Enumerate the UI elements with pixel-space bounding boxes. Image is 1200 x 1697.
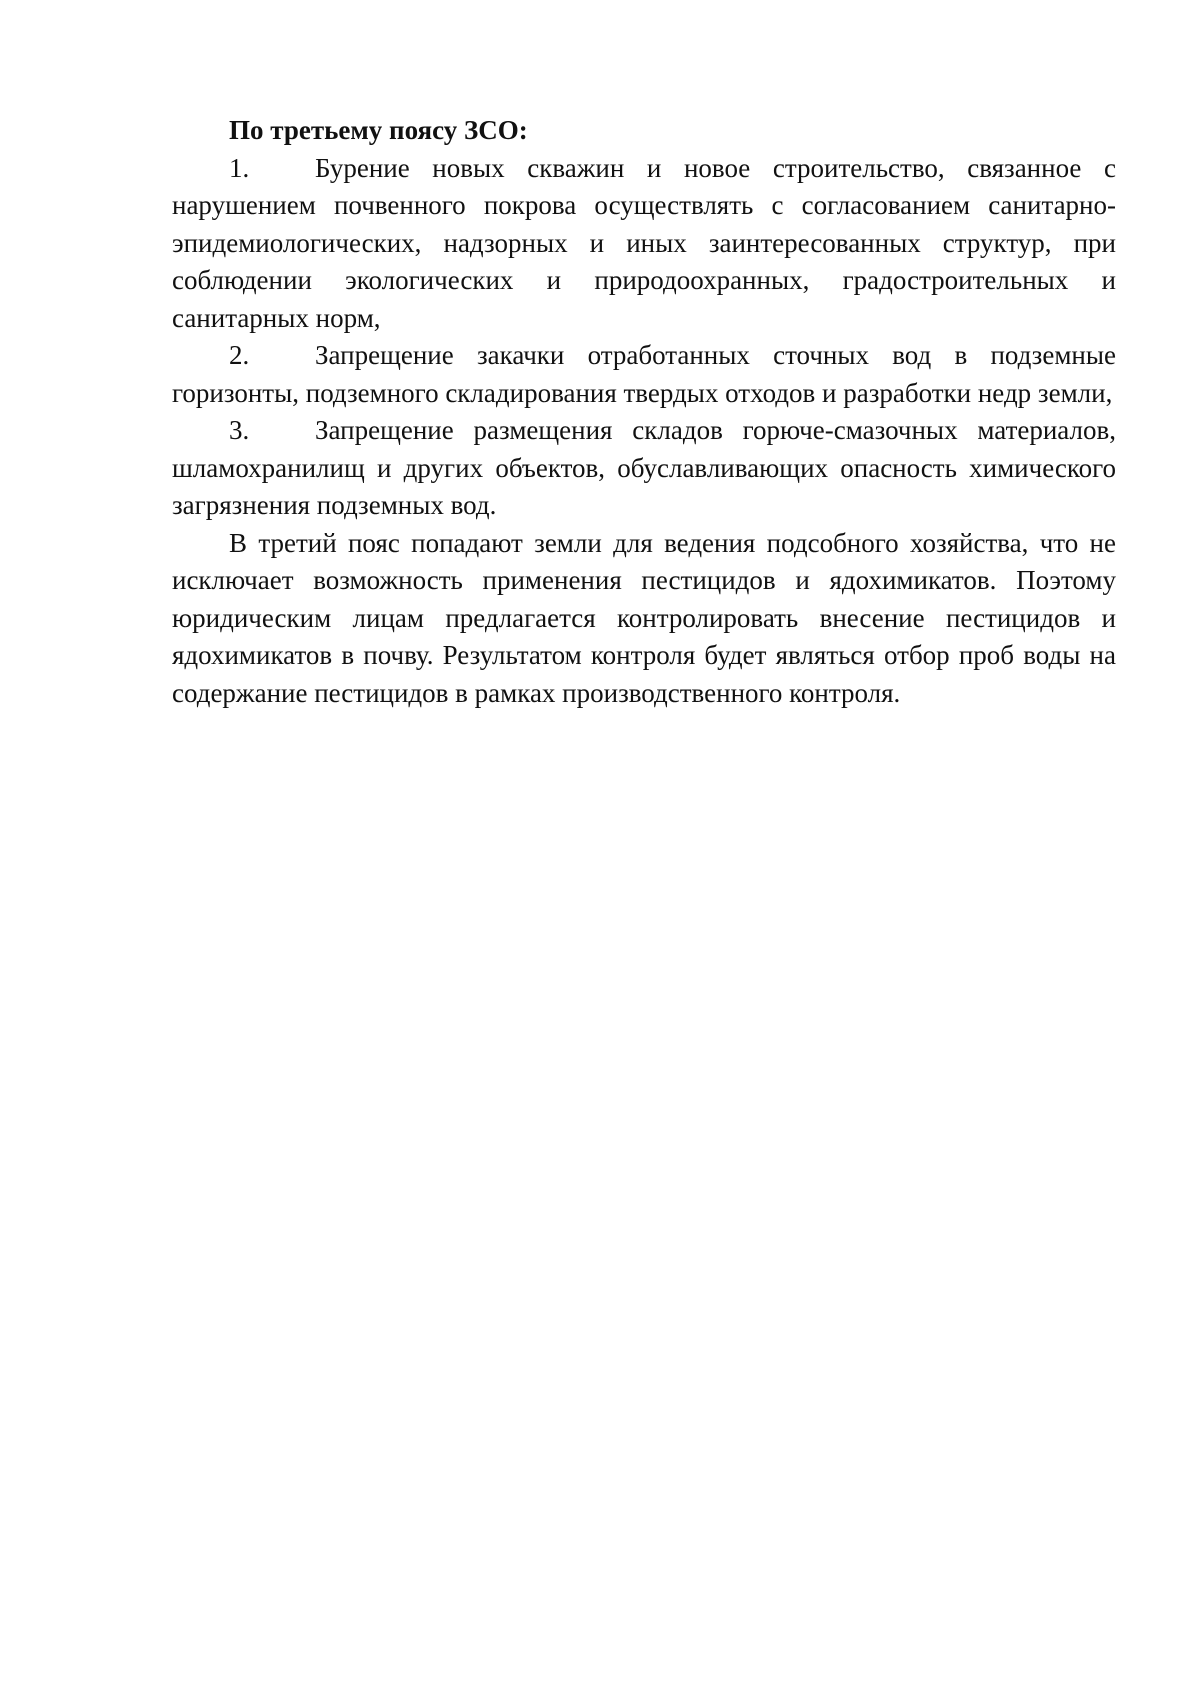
- list-item-2: [172, 337, 1116, 412]
- list-item-number: 1.: [229, 152, 250, 183]
- list-item-3: [172, 412, 1116, 525]
- body-paragraph: В третий пояс попадают земли для ведения подсобного хозяйства, что не исключает возможность применения пестицидов и ядохимикатов. Поэтому юридическим лицам предлагается контролировать внесение пестицидов и ядохимикатов в почву. Результатом контроля будет являться отбор проб воды на содержание пестицидов в рамках производственного контроля.: [172, 527, 1116, 708]
- list-item-1: [172, 150, 1116, 338]
- list-item-text: Запрещение размещения складов горюче-смазочных материалов, шламохранилищ и других объектов, обуславливающих опасность химического загрязнения подземных вод.: [172, 415, 1116, 520]
- list-item-text: Запрещение закачки отработанных сточных вод в подземные горизонты, подземного складирования твердых отходов и разработки недр земли,: [172, 340, 1116, 408]
- list-item-text: Бурение новых скважин и новое строительство, связанное с нарушением почвенного покрова осуществлять с согласованием санитарно-эпидемиологических, надзорных и иных заинтересованных структур, при соблюдении экологических и природоохранных, градостроительных и санитарных норм,: [172, 152, 1116, 333]
- list-item-number: 2.: [229, 340, 250, 370]
- section-heading: По третьему поясу ЗСО:: [229, 115, 528, 145]
- list-item-number: 3.: [229, 415, 250, 445]
- document-body: [172, 112, 1116, 712]
